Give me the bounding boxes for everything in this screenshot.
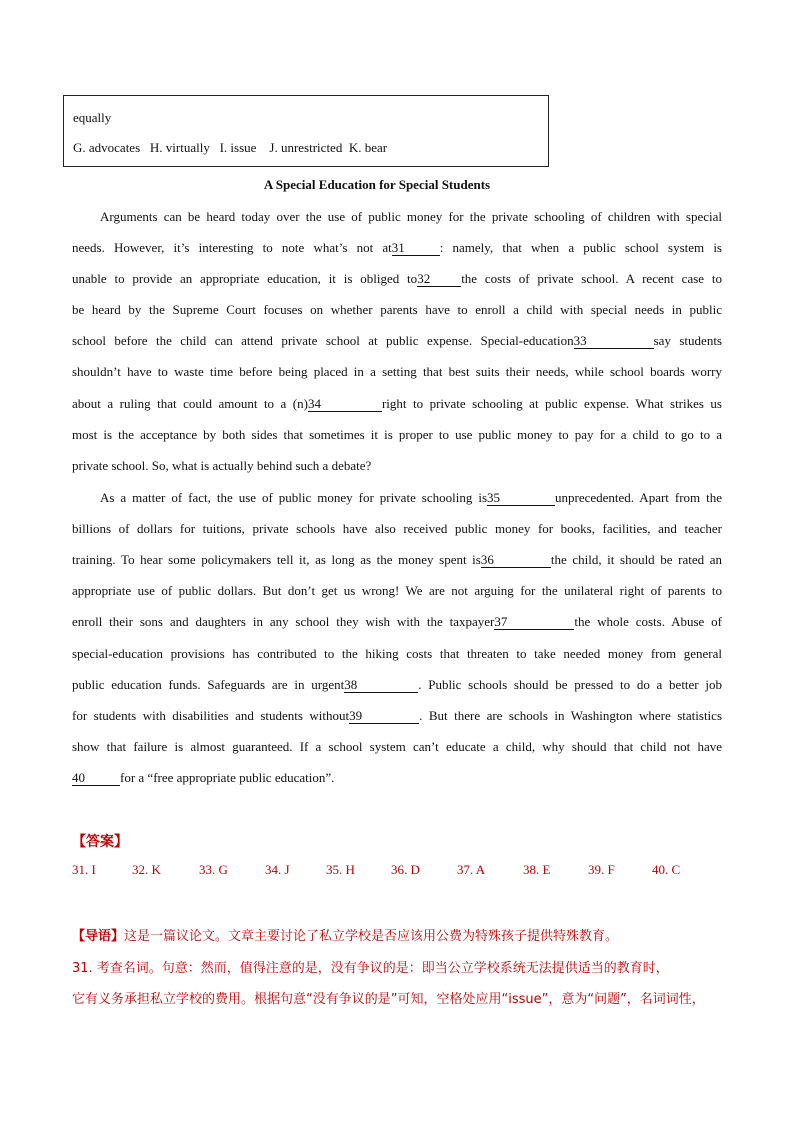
word-option-line-1: equally <box>73 110 112 125</box>
answer-item: 39. F <box>588 862 615 877</box>
guide-paragraph <box>72 925 618 944</box>
answer-item: 36. D <box>391 862 420 877</box>
answer-item: 35. H <box>326 862 355 877</box>
answer-item: 40. C <box>652 862 681 877</box>
blank-36[interactable]: 36 <box>481 552 551 568</box>
blank-38[interactable]: 38 <box>344 677 418 693</box>
passage-line: Arguments can be heard today over the use of public money for the private schooling of children with special <box>100 209 722 224</box>
passage-line: billions of dollars for tuitions, private schools have also received public money for books, facilities, and teacher <box>72 521 722 536</box>
passage-line: As a matter of fact, the use of public money for private schooling is35 unprecedented. Apart from the <box>100 490 723 505</box>
answer-item: 31. I <box>72 862 96 877</box>
passage-line: shouldn’t have to waste time before being placed in a setting that best suits their needs, while school boards worry <box>72 364 722 379</box>
passage-title: A Special Education for Special Students <box>263 177 491 192</box>
blank-33[interactable]: 33 <box>574 333 654 349</box>
blank-37[interactable]: 37 <box>494 614 574 630</box>
explanation-line-2: 它有义务承担私立学校的费用。根据句意“没有争议的是”可知，空格处应用“issue”，意为“问题”，名词词性， <box>72 992 705 1007</box>
guide-text: 这是一篇议论文。文章主要讨论了私立学校是否应该用公费为特殊孩子提供特殊教育。 <box>124 929 619 944</box>
blank-39[interactable]: 39 <box>349 708 419 724</box>
answer-item: 37. A <box>457 862 486 877</box>
answer-item: 33. G <box>199 862 228 877</box>
passage-line: training. To hear some policymakers tell it, as long as the money spent is36 the child, it should be rated an <box>72 552 722 567</box>
blank-32[interactable]: 32 <box>417 271 461 287</box>
passage-line: most is the acceptance by both sides that sometimes it is proper to use public money to pay for a child to go to a <box>72 427 722 442</box>
passage-line: public education funds. Safeguards are in urgent38 . Public schools should be pressed to do a better job <box>72 677 722 692</box>
blank-35[interactable]: 35 <box>487 490 555 506</box>
passage-line: about a ruling that could amount to a (n)34 right to private schooling at public expense. What strikes us <box>72 396 722 411</box>
explanation-line-1: 31. 考查名词。句意：然而，值得注意的是，没有争议的是：即当公立学校系统无法提供适当的教育时， <box>72 961 669 976</box>
passage-line: special-education provisions has contributed to the hiking costs that threaten to take needed money from general <box>72 646 722 661</box>
passage-line: appropriate use of public dollars. But don’t get us wrong! We are not arguing for the unilateral right of parents to <box>72 583 722 598</box>
answer-item: 32. K <box>132 862 161 877</box>
passage-line: school before the child can attend private school at public expense. Special-education33 say students <box>72 333 722 348</box>
passage-line: be heard by the Supreme Court focuses on whether parents have to enroll a child with special needs in public <box>72 302 722 317</box>
word-option-line-2: G. advocates H. virtually I. issue J. unrestricted K. bear <box>73 140 388 155</box>
guide-label: 【导语】 <box>72 929 125 944</box>
passage-line: unable to provide an appropriate education, it is obliged to32 the costs of private school. A recent case to <box>72 271 722 286</box>
passage-line: show that failure is almost guaranteed. If a school system can’t educate a child, why should that child not have <box>72 739 722 754</box>
blank-34[interactable]: 34 <box>308 396 382 412</box>
answers-heading: 【答案】 <box>72 834 128 850</box>
passage-line: private school. So, what is actually behind such a debate? <box>72 458 372 473</box>
passage-line: enroll their sons and daughters in any school they wish with the taxpayer37 the whole costs. Abuse of <box>72 614 722 629</box>
passage-line: for students with disabilities and students without39 . But there are schools in Washington where statistics <box>72 708 722 723</box>
answer-item: 38. E <box>523 862 551 877</box>
answer-item: 34. J <box>265 862 290 877</box>
word-options-box <box>63 95 549 167</box>
blank-40[interactable]: 40 <box>72 770 120 786</box>
blank-31[interactable]: 31 <box>392 240 440 256</box>
passage-line: needs. However, it’s interesting to note what’s not at31 : namely, that when a public school system is <box>72 240 722 255</box>
passage-line: 40 for a “free appropriate public education”. <box>72 770 335 785</box>
